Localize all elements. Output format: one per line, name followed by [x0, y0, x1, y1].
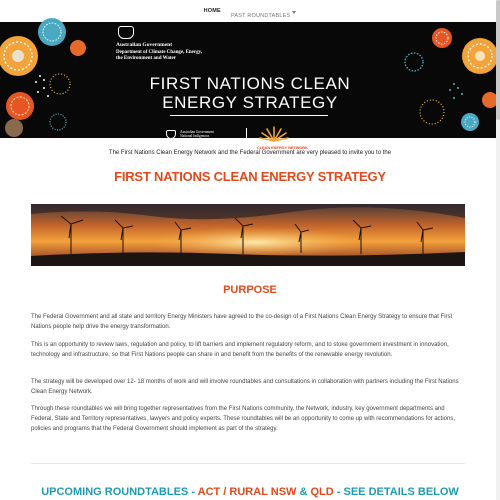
section-divider	[31, 463, 465, 464]
department-logo	[116, 42, 202, 62]
upcoming-qld: QLD	[310, 486, 334, 498]
upcoming-see-details: - SEE DETAILS BELOW	[333, 486, 459, 498]
logo-divider	[246, 128, 247, 144]
title-divider	[170, 115, 328, 116]
department-name	[116, 50, 202, 62]
upcoming-act-nsw: ACT / RURAL NSW	[197, 486, 297, 498]
upcoming-amp: &	[296, 486, 311, 498]
niaa-line1: Australian Government	[180, 130, 214, 134]
fn-logo-line2: CLEAN ENERGY NETWORK	[257, 146, 308, 150]
page-scrollbar[interactable]	[496, 0, 500, 500]
nav-home-link[interactable]: HOME	[203, 8, 221, 14]
purpose-heading: PURPOSE	[223, 284, 277, 296]
chevron-down-icon[interactable]	[292, 11, 296, 14]
nav-past-roundtables-label[interactable]: PAST ROUNDTABLES	[230, 12, 291, 19]
banner-title-line1: FIRST NATIONS CLEAN	[149, 74, 351, 93]
department-line1: Department of Climate Change, Energy,	[116, 50, 203, 55]
scrollbar-thumb[interactable]	[496, 0, 500, 120]
strategy-headline: FIRST NATIONS CLEAN ENERGY STRATEGY	[114, 169, 386, 184]
department-line2: the Environment and Water	[116, 56, 176, 61]
intro-text: The First Nations Clean Energy Network and the Federal Government are very pleased to invite you to the	[108, 150, 392, 156]
australian-government-crest-icon	[118, 26, 134, 39]
first-nations-network-logo	[257, 142, 308, 150]
banner-title-line2: ENERGY STRATEGY	[162, 93, 338, 112]
niaa-logo	[180, 130, 214, 143]
purpose-paragraph-1: The Federal Government and all state and territory Energy Ministers have agreed to the co-design of a First Nations Clean Energy Strategy to ensure that First Nations people help drive the energy transformation.	[31, 314, 453, 330]
gov-name: Australian Government	[116, 42, 173, 48]
nav-past-roundtables-dropdown[interactable]	[231, 2, 296, 21]
niaa-line2: National Indigenous	[180, 134, 210, 139]
niaa-line3: Australians Agency	[180, 138, 209, 143]
purpose-paragraph-3: The strategy will be developed over 12- 18 months of work and will involve roundtables and consultations in collaboration with partners including the First Nations Clean Energy Network.	[31, 379, 459, 395]
upcoming-roundtables-heading	[0, 486, 500, 498]
hero-banner	[0, 22, 500, 150]
fn-logo-line1: FIRST NATIONS	[257, 142, 286, 146]
top-nav	[0, 0, 500, 22]
upcoming-label: UPCOMING ROUNDTABLES -	[41, 486, 198, 498]
purpose-paragraph-4: Through these roundtables we will bring together representatives from the First Nations community, the Network, industry, key government departments and Federal, State and Territory representatives, lawyers and policy experts. These roundtables will be an opportunity to come up with recommendations for actions, policies and programs that the Federal Government should implement as part of the strategy.	[31, 406, 455, 432]
banner-title	[0, 74, 500, 112]
purpose-paragraph-2: This is an opportunity to review laws, regulation and policy, to lift barriers and implement regulatory reform, and to stoke government investment in innovation, technology and infrastructure, so that First Nations people can share in and benefit from the benefits of the renewable energy revolution.	[31, 342, 449, 358]
wind-turbines-sunset-image	[31, 204, 465, 266]
niaa-crest-icon	[166, 130, 176, 139]
